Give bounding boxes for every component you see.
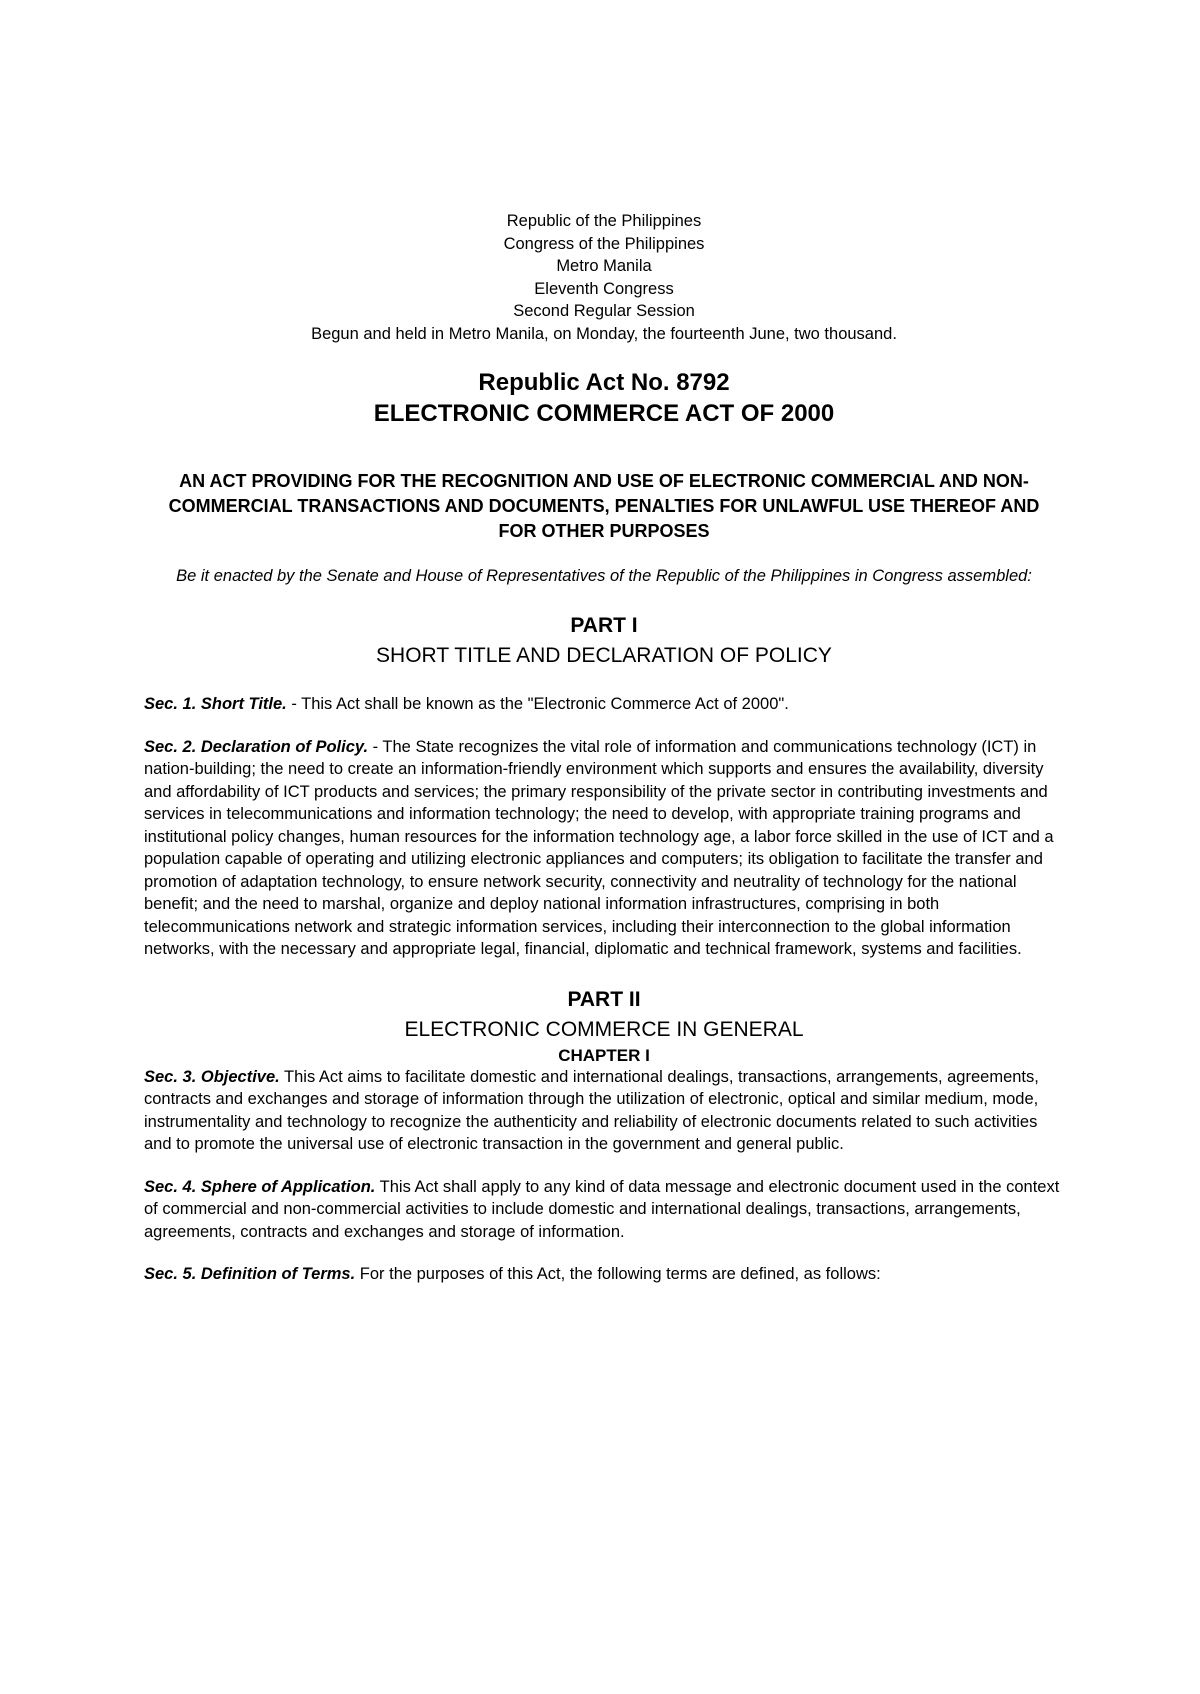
section-5 [144, 1263, 1064, 1286]
section-4-text: This Act shall apply to any kind of data message and electronic document used in the context of commercial and non-commercial activities to include domestic and international dealings, transactions, arrangements, agreements, contracts and exchanges and storage of information. [144, 1177, 1060, 1241]
section-2-heading: Sec. 2. Declaration of Policy. [144, 737, 369, 756]
header-line-session: Second Regular Session [513, 302, 695, 320]
section-2 [144, 736, 1064, 961]
header-line-location: Metro Manila [556, 257, 652, 275]
section-2-text: - The State recognizes the vital role of information and communications technology (ICT) in nation-building; the need to create an information-friendly environment which supports and ensures the availability, diversity and affordability of ICT products and services; the primary responsibility of the private sector in contributing investments and services in telecommunications and information technology; the need to develop, with appropriate training programs and institutional policy changes, human resources for the information technology age, a labor force skilled in the use of ICT and a population capable of operating and utilizing electronic appliances and computers; its obligation to facilitate the transfer and promotion of adaptation technology, to ensure network security, connectivity and neutrality of technology for the national benefit; and the need to marshal, organize and deploy national information infrastructures, comprising in both telecommunications network and strategic information services, including their interconnection to the global information networks, with the necessary and appropriate legal, financial, diplomatic and technical framework, systems and facilities. [144, 737, 1054, 958]
section-4 [144, 1176, 1064, 1244]
part-2-heading [144, 985, 1064, 1066]
section-4-heading: Sec. 4. Sphere of Application. [144, 1177, 376, 1196]
header-line-congress-number: Eleventh Congress [534, 279, 674, 298]
section-5-heading: Sec. 5. Definition of Terms. [144, 1265, 356, 1283]
part-1-number: PART I [570, 614, 638, 637]
act-long-title: AN ACT PROVIDING FOR THE RECOGNITION AND USE OF ELECTRONIC COMMERCIAL AND NON-COMMERCIAL TRANSACTIONS AND DOCUMENTS, PENALTIES FOR UNLAWFUL USE THEREOF AND FOR OTHER PURPOSES [168, 471, 1040, 541]
header-line-begun: Begun and held in Metro Manila, on Monday, the fourteenth June, two thousand. [311, 324, 897, 343]
section-3-heading: Sec. 3. Objective. [144, 1067, 280, 1086]
header-line-republic: Republic of the Philippines [506, 212, 702, 230]
section-1-heading: Sec. 1. Short Title. [144, 695, 287, 713]
document-content [144, 210, 1064, 1286]
part-1-name: SHORT TITLE AND DECLARATION OF POLICY [376, 644, 832, 667]
act-number: Republic Act No. 8792 [478, 369, 730, 396]
part-2-name: ELECTRONIC COMMERCE IN GENERAL [404, 1017, 804, 1041]
part-1-heading [144, 611, 1064, 671]
document-header [144, 210, 1064, 345]
enacting-clause: Be it enacted by the Senate and House of Representatives of the Republic of the Philippines in Congress assembled: [176, 567, 1032, 585]
section-1 [144, 693, 1064, 716]
part-2-number: PART II [567, 987, 641, 1011]
act-title: ELECTRONIC COMMERCE ACT OF 2000 [373, 400, 835, 427]
header-line-congress: Congress of the Philippines [503, 234, 705, 253]
section-1-text: - This Act shall be known as the "Electronic Commerce Act of 2000". [286, 695, 789, 713]
section-3-text: This Act aims to facilitate domestic and international dealings, transactions, arrangements, agreements, contracts and exchanges and storage of information through the utilization of electronic, optical and similar medium, mode, instrumentality and technology to recognize the authenticity and reliability of electronic documents related to such activities and to promote the universal use of electronic transaction in the government and general public. [144, 1067, 1039, 1153]
chapter-1-heading: CHAPTER I [558, 1045, 650, 1065]
section-5-text: For the purposes of this Act, the following terms are defined, as follows: [355, 1265, 881, 1283]
section-3 [144, 1066, 1064, 1156]
